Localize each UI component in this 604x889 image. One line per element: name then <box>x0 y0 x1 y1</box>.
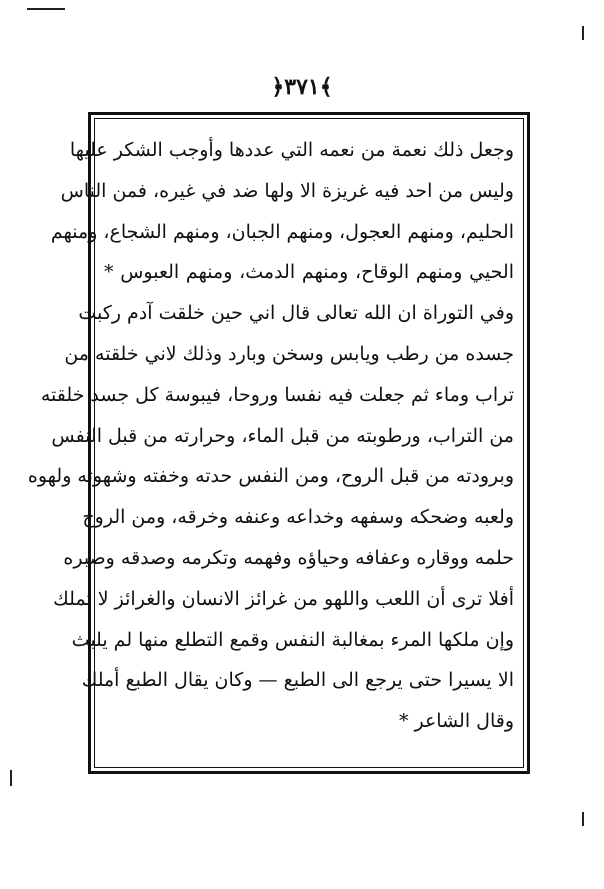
text-line: من التراب، ورطوبته من قبل الماء، وحرارته من قبل النفس <box>51 424 514 447</box>
text-line: الحليم، ومنهم العجول، ومنهم الجبان، ومنهم الشجاع، ومنهم <box>50 220 514 243</box>
scan-mark <box>582 26 584 40</box>
text-line: ولعبه وضحكه وسفهه وخداعه وعنفه وخرقه، ومن الروح <box>82 506 514 529</box>
text-line: تراب وماء ثم جعلت فيه نفسا وروحا، فيبوسة كل جسد خلقته <box>40 383 514 406</box>
text-line: أفلا ترى أن اللعب واللهو من غرائز الانسان والغرائز لا تملك <box>53 587 514 610</box>
text-line: وقال الشاعر * <box>398 710 514 733</box>
scan-mark <box>582 812 584 826</box>
page-number: ﴿٣٧١﴾ <box>271 74 333 100</box>
text-line: الا يسيرا حتى يرجع الى الطبع — وكان يقال الطبع أملك <box>81 669 514 692</box>
scan-mark <box>10 770 12 786</box>
text-line: الحيي ومنهم الوقاح، ومنهم الدمث، ومنهم العبوس * <box>104 261 514 284</box>
scan-mark <box>27 8 65 10</box>
text-line: وإن ملكها المرء بمغالبة النفس وقمع التطلع منها لم يلبث <box>71 628 514 651</box>
text-line: وفي التوراة ان الله تعالى قال اني حين خلقت آدم ركبت <box>78 302 514 325</box>
text-block <box>27 130 514 742</box>
text-line: وجعل ذلك نعمة من نعمه التي عددها وأوجب الشكر عليها <box>69 139 514 161</box>
text-line: جسده من رطب ويابس وسخن وبارد وذلك لاني خلقته من <box>64 342 514 365</box>
text-line: وليس من احد فيه غريزة الا ولها ضد في غيره، فمن الناس <box>60 179 514 202</box>
text-line: حلمه ووقاره وعفافه وحياؤه وفهمه وتكرمه وصدقه وصبره <box>63 546 514 569</box>
text-line: وبرودته من قبل الروح، ومن النفس حدته وخفته وشهوته ولهوه <box>27 465 514 488</box>
